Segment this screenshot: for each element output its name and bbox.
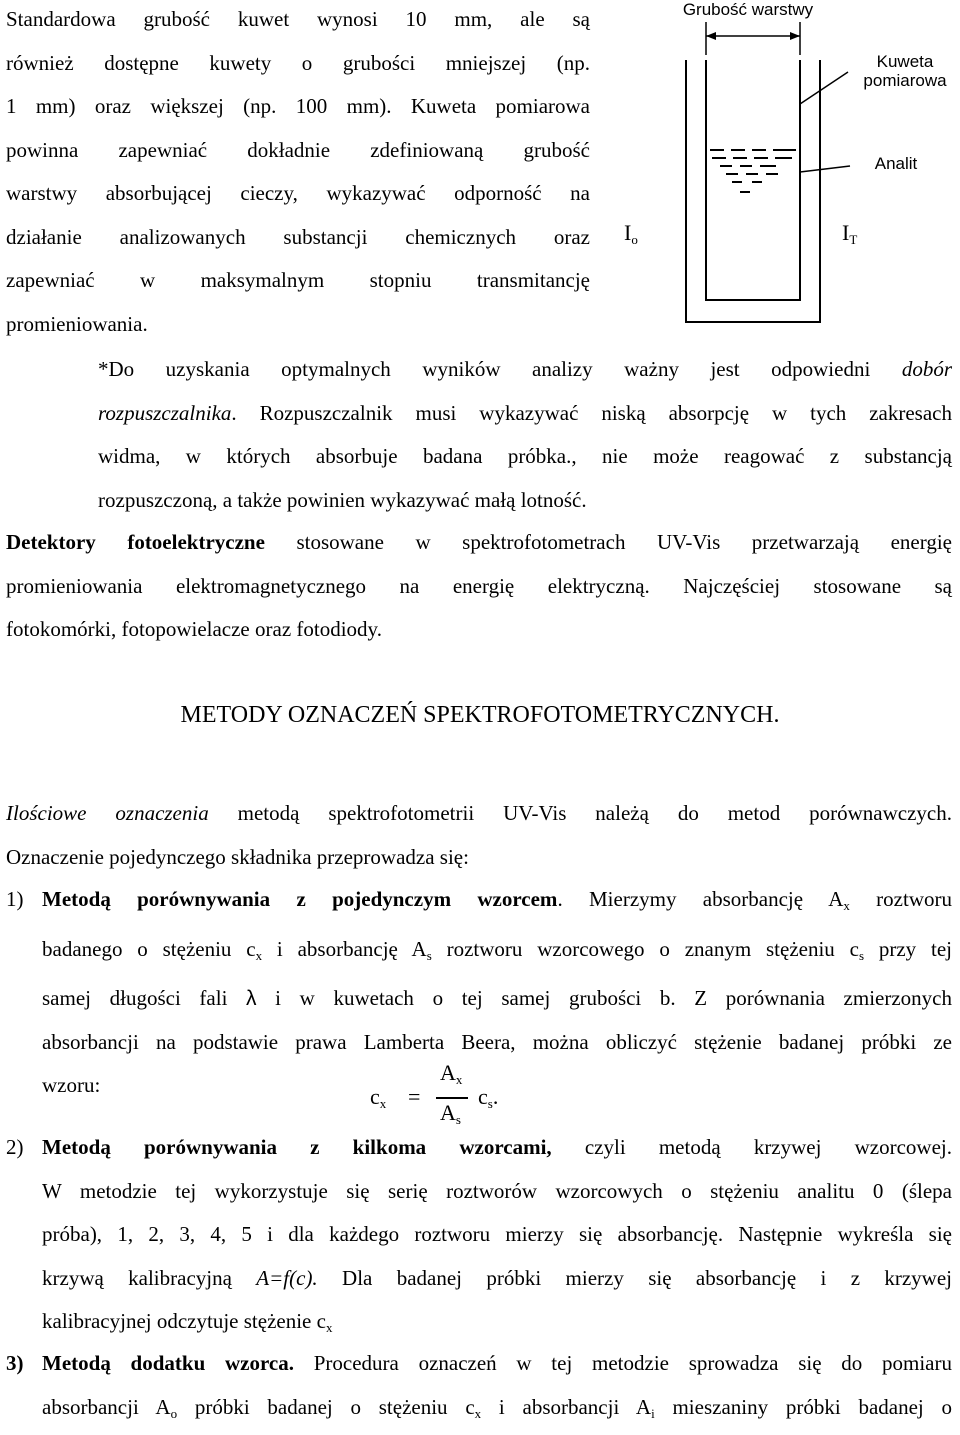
detectors-line-2: promieniowania elektromagnetycznego na energię elektryczną. Najczęściej stosowane są	[6, 565, 952, 609]
method-1-text: samej długości fali	[42, 986, 246, 1010]
detectors-line-3: fotokomórki, fotopowielacze oraz fotodiody.	[6, 608, 952, 652]
method-3-text: próbki badanej o stężeniu c	[177, 1395, 475, 1419]
cuvette-label	[850, 52, 960, 90]
detectors-term: Detektory fotoelektryczne	[6, 530, 265, 554]
it-subscript: T	[849, 232, 857, 247]
i0-subscript: o	[631, 232, 638, 247]
method-2-number: 2)	[6, 1126, 24, 1170]
method-1-line-1	[42, 878, 952, 928]
method-1-number: 1)	[6, 878, 24, 922]
subscript: x	[326, 1320, 333, 1335]
method-1-text: i absorbancję A	[262, 937, 427, 961]
note-line-1	[98, 348, 952, 392]
method-2-text: kalibracyjnej odczytuje stężenie c	[42, 1309, 326, 1333]
formula-numerator	[440, 1060, 462, 1088]
note-line-3: widma, w których absorbuje badana próbka., nie może reagować z substancją	[98, 435, 952, 479]
concentration-formula	[370, 1058, 530, 1134]
intro-line: działanie analizowanych substancji chemicznych oraz	[6, 216, 590, 260]
method-1-text: przy tej	[864, 937, 952, 961]
note-line-2	[98, 392, 952, 436]
thickness-label: Grubość warstwy	[658, 0, 838, 19]
formula-rhs-symbol: c	[478, 1084, 488, 1109]
formula-rhs	[478, 1084, 498, 1112]
method-3-text: mieszaniny próbki badanej o	[655, 1395, 952, 1419]
method-2-line-4	[42, 1257, 952, 1301]
intro-line: powinna zapewniać dokładnie zdefiniowaną grubość	[6, 129, 590, 173]
method-1-text: badanego o stężeniu c	[42, 937, 256, 961]
intro-paragraph	[6, 0, 590, 346]
subscript: o	[171, 1406, 178, 1421]
note-text: . Rozpuszczalnik musi wykazywać niską absorpcję w tych zakresach	[231, 401, 952, 425]
formula-lhs	[370, 1084, 386, 1112]
method-3-line-1	[42, 1342, 952, 1386]
quant-line-2: Oznaczenie pojedynczego składnika przeprowadza się:	[6, 836, 952, 880]
method-2-italic: A=f(c).	[256, 1266, 317, 1290]
subscript: s	[427, 948, 432, 963]
method-1-text: roztworu	[850, 887, 952, 911]
formula-num-symbol: A	[440, 1060, 456, 1085]
method-1-text: . Mierzymy absorbancję A	[557, 887, 843, 911]
intro-line: zapewniać w maksymalnym stopniu transmitancję	[6, 259, 590, 303]
subscript: s	[456, 1112, 461, 1127]
formula-denominator	[440, 1100, 461, 1128]
intro-line: promieniowania.	[6, 303, 590, 347]
cuvette-label-line-2: pomiarowa	[850, 71, 960, 90]
method-3-text: Procedura oznaczeń w tej metodzie sprowadza się do pomiaru	[294, 1351, 952, 1375]
formula-period: .	[493, 1084, 499, 1109]
section-heading: METODY OZNACZEŃ SPEKTROFOTOMETRYCZNYCH.	[0, 702, 960, 729]
method-1-line-2	[42, 928, 952, 978]
cuvette-label-line-1: Kuweta	[850, 52, 960, 71]
method-1-line-3	[42, 977, 952, 1021]
method-2-line-2: W metodzie tej wykorzystuje się serię roztworów wzorcowych o stężeniu analitu 0 (ślepa	[42, 1170, 952, 1214]
method-3-line-2	[42, 1386, 952, 1435]
method-2-title: Metodą porównywania z kilkoma wzorcami,	[42, 1135, 552, 1159]
method-2-text: Dla badanej próbki mierzy się absorbancję i z krzywej	[318, 1266, 952, 1290]
subscript: s	[859, 948, 864, 963]
analyte-label: Analit	[866, 154, 926, 173]
it-symbol: I	[842, 220, 849, 245]
method-1-line-5: wzoru:	[42, 1064, 952, 1108]
method-2-line-3: próba), 1, 2, 3, 4, 5 i dla każdego roztworu mierzy się absorbancję. Następnie wykreśla się	[42, 1213, 952, 1257]
subscript: s	[488, 1096, 493, 1111]
method-1-line-4: absorbancji na podstawie prawa Lamberta Beera, można obliczyć stężenie badanej próbki ze	[42, 1021, 952, 1065]
solvent-note	[98, 348, 952, 522]
intro-line: również dostępne kuwety o grubości mniejszej (np.	[6, 42, 590, 86]
method-2-text: krzywą kalibracyjną	[42, 1266, 256, 1290]
incident-intensity-label	[624, 220, 638, 248]
subscript: x	[256, 948, 263, 963]
fraction-bar	[436, 1097, 468, 1099]
quant-line-1	[6, 792, 952, 836]
quant-italic: Ilościowe oznaczenia	[6, 801, 209, 825]
subscript: x	[456, 1072, 463, 1087]
i0-symbol: I	[624, 220, 631, 245]
subscript: x	[843, 898, 850, 913]
method-3-number: 3)	[6, 1342, 24, 1386]
note-text: *Do uzyskania optymalnych wyników analizy ważny jest odpowiedni	[98, 357, 902, 381]
method-1-title: Metodą porównywania z pojedynczym wzorcem	[42, 887, 557, 911]
method-2-line-1	[42, 1126, 952, 1170]
method-1-text: i w kuwetach o tej samej grubości b. Z porównania zmierzonych	[257, 986, 952, 1010]
subscript: x	[475, 1406, 482, 1421]
detectors-text: stosowane w spektrofotometrach UV-Vis przetwarzają energię	[265, 530, 952, 554]
method-2-paragraph	[42, 1126, 952, 1350]
intro-line: 1 mm) oraz większej (np. 100 mm). Kuweta pomiarowa	[6, 85, 590, 129]
transmitted-intensity-label	[842, 220, 857, 248]
intro-line: Standardowa grubość kuwet wynosi 10 mm, ale są	[6, 0, 590, 42]
subscript: i	[651, 1406, 655, 1421]
intro-line: warstwy absorbującej cieczy, wykazywać odporność na	[6, 172, 590, 216]
note-italic: dobór	[902, 357, 952, 381]
method-1-text: roztworu wzorcowego o znanym stężeniu c	[432, 937, 859, 961]
lambda-symbol: λ	[246, 987, 257, 1010]
formula-lhs-symbol: c	[370, 1084, 380, 1109]
detectors-line-1	[6, 521, 952, 565]
method-2-text: czyli metodą krzywej wzorcowej.	[552, 1135, 952, 1159]
formula-equals: =	[408, 1084, 420, 1110]
detectors-paragraph	[6, 521, 952, 652]
method-3-text: absorbancji A	[42, 1395, 171, 1419]
subscript: x	[380, 1096, 387, 1111]
method-3-paragraph	[42, 1342, 952, 1435]
formula-den-symbol: A	[440, 1100, 456, 1125]
method-3-text: i absorbancji A	[481, 1395, 651, 1419]
cuvette-diagram	[600, 0, 960, 340]
quant-paragraph	[6, 792, 952, 879]
note-italic: rozpuszczalnika	[98, 401, 231, 425]
note-line-4: rozpuszczoną, a także powinien wykazywać małą lotność.	[98, 479, 952, 523]
quant-text: metodą spektrofotometrii UV-Vis należą do metod porównawczych.	[209, 801, 952, 825]
method-3-title: Metodą dodatku wzorca.	[42, 1351, 294, 1375]
